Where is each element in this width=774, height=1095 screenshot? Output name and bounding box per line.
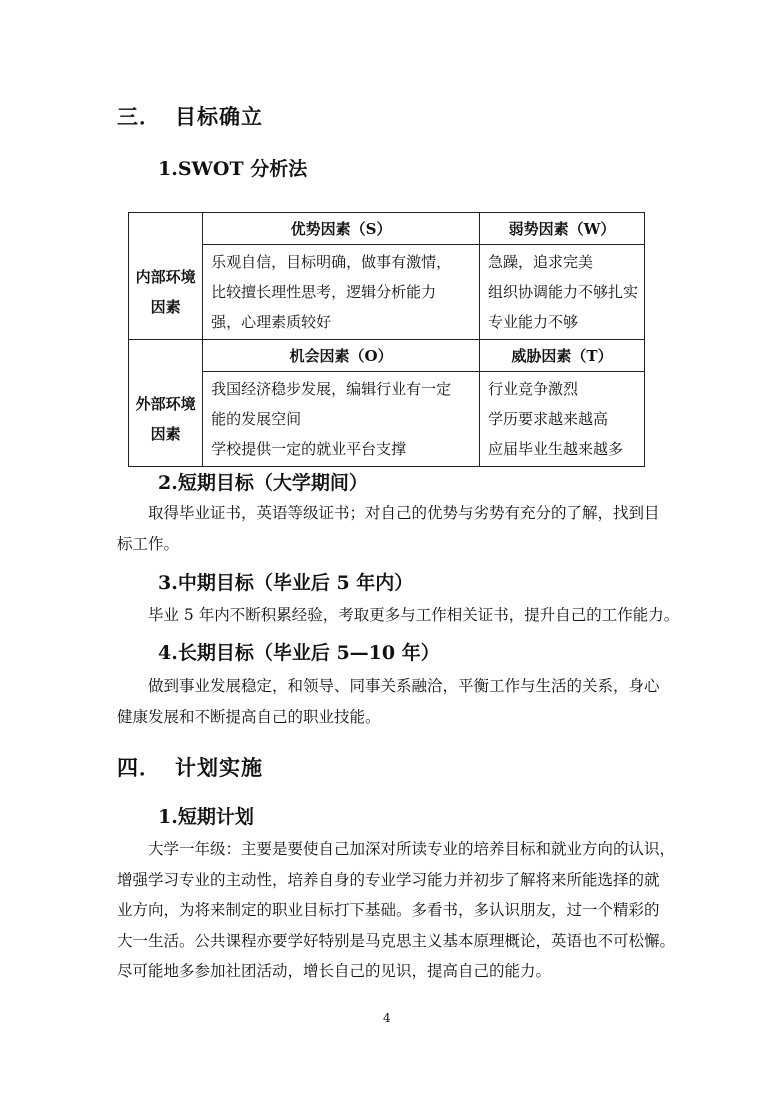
long-term-goal-text: 做到事业发展稳定，和领导、同事关系融洽，平衡工作与生活的关系，身心 健康发展和不断提高自己的职业技能。	[117, 677, 660, 726]
section-number: 三．	[117, 104, 161, 129]
section-heading-3	[117, 101, 263, 131]
table-row	[129, 372, 645, 467]
strengths-cell: 乐观自信，目标明确，做事有激情， 比较擅长理性思考，逻辑分析能力 强，心理素质较好	[203, 245, 480, 340]
short-term-plan-heading: 1.短期计划	[158, 806, 254, 828]
short-term-goal-text: 取得毕业证书，英语等级证书；对自己的优势与劣势有充分的了解，找到目 标工作。	[117, 504, 660, 553]
table-corner-cell	[129, 340, 203, 372]
threats-cell: 行业竞争激烈 学历要求越来越高 应届毕业生越来越多	[479, 372, 644, 467]
section-heading-4	[117, 752, 263, 782]
swot-heading: 1.SWOT 分析法	[158, 158, 308, 180]
page-number: 4	[383, 1011, 391, 1025]
weaknesses-cell: 急躁，追求完美 组织协调能力不够扎实 专业能力不够	[479, 245, 644, 340]
weaknesses-header: 弱势因素（W）	[479, 213, 644, 245]
section-title: 目标确立	[175, 104, 263, 129]
mid-term-goal-text: 毕业 5 年内不断积累经验，考取更多与工作相关证书，提升自己的工作能力。	[148, 606, 680, 624]
external-factors-label: 外部环境 因素	[129, 372, 203, 467]
mid-term-goal-heading: 3.中期目标（毕业后 5 年内）	[158, 572, 414, 594]
strengths-header: 优势因素（S）	[203, 213, 480, 245]
opportunities-header: 机会因素（O）	[203, 340, 480, 372]
section-title: 计划实施	[175, 755, 263, 780]
table-row	[129, 340, 645, 372]
short-term-goal-heading: 2.短期目标（大学期间）	[158, 472, 368, 494]
internal-factors-label: 内部环境 因素	[129, 245, 203, 340]
swot-table	[128, 212, 645, 467]
table-corner-cell	[129, 213, 203, 245]
table-row	[129, 245, 645, 340]
section-number: 四．	[117, 755, 161, 780]
long-term-goal-heading: 4.长期目标（毕业后 5—10 年）	[158, 642, 440, 664]
opportunities-cell: 我国经济稳步发展，编辑行业有一定 能的发展空间 学校提供一定的就业平台支撑	[203, 372, 480, 467]
table-row	[129, 213, 645, 245]
short-term-plan-text: 大学一年级：主要是要使自己加深对所读专业的培养目标和就业方向的认识， 增强学习专业的主动性，培养自身的专业学习能力并初步了解将来所能选择的就 业方向，为将来制定的职业目标打下基础。多看书，多认识朋友，过一个精彩的 大一生活。公共课程亦要学好特别是马克思主义基本原理概论，英语也不可松懈。 尽可能地多参加社团活动，增长自己的见识，提高自己的能力。	[117, 840, 676, 980]
threats-header: 威胁因素（T）	[479, 340, 644, 372]
